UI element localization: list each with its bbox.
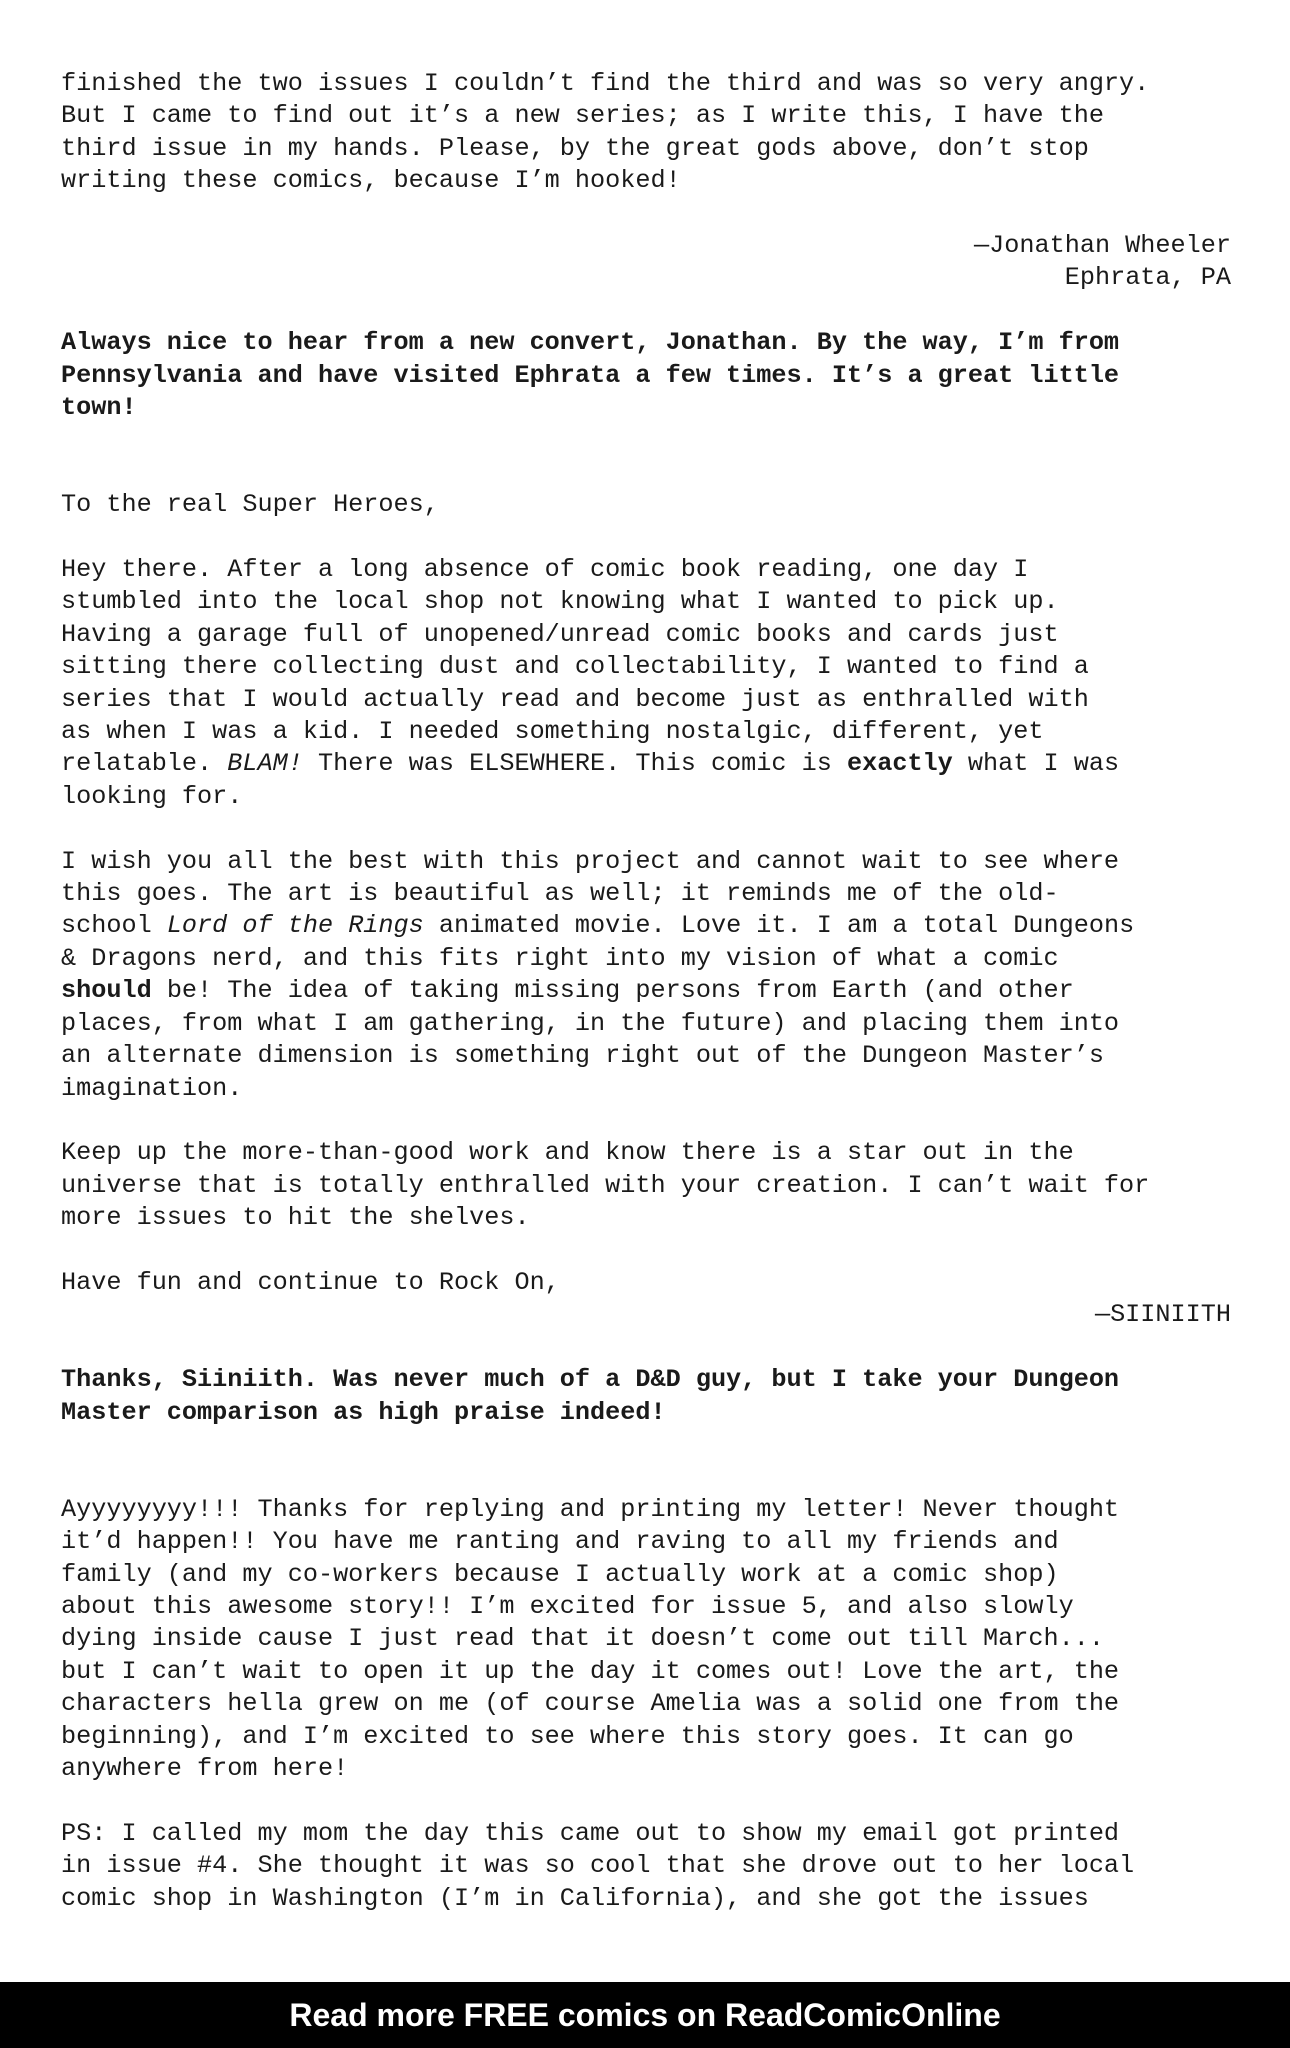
signature-name: —Jonathan Wheeler (974, 231, 1231, 261)
paragraph-text: be! The idea of taking missing persons from Earth (and other places, from what I am gathering, in the future) and placing them into an alternate dimension is something right out of the Dungeon Master’s imagination. (61, 976, 1120, 1103)
promo-banner-text[interactable]: Read more FREE comics on ReadComicOnline (289, 1997, 1001, 2033)
paragraph-text: There was ELSEWHERE. This comic is (302, 749, 847, 779)
letter-siiniith-paragraph-3: Keep up the more-than-good work and know there is a star out in the universe that is totally enthralled with your creation. I can’t wait for more issues to hit the shelves. (61, 1138, 1150, 1233)
letter-three-paragraph-1: Ayyyyyyyy!!! Thanks for replying and printing my letter! Never thought it’d happen!! You have me ranting and raving to all my friends and family (and my co-workers because I actually work at a comic shop) about this awesome story!! I’m excited for issue 5, and also slowly dying inside cause I just read that it doesn’t come out till March... but I can’t wait to open it up the day it comes out! Love the art, the characters hella grew on me (of course Amelia was a solid one from the beginning), and I’m excited to see where this story goes. It can go anywhere from here! (61, 1494, 1120, 1783)
letter-siiniith-signature: —SIINIITH (1094, 1300, 1231, 1330)
paragraph-text: Hey there. After a long absence of comic book reading, one day I stumbled into the local shop not knowing what I wanted to pick up. Having a garage full of unopened/unread comic books and cards just sitting there collecting dust and collectability, I wanted to find a series that I would actually read and become just as enthralled with as when I was a kid. I needed something nostalgic, different, yet relatable. (61, 555, 1089, 779)
editor-reply-jonathan: Always nice to hear from a new convert, Jonathan. By the way, I’m from Pennsylvania and have visited Ephrata a few times. It’s a great little town! (61, 328, 1120, 423)
letter-jonathan-signature (61, 230, 1231, 295)
promo-banner[interactable] (0, 1982, 1290, 2048)
letter-siiniith-paragraph-1 (61, 554, 1231, 813)
letter-siiniith-salutation: To the real Super Heroes, (61, 490, 439, 520)
emphasis-should: should (61, 976, 152, 1006)
signature-location: Ephrata, PA (1064, 263, 1231, 293)
emphasis-lotr-title: Lord of the Rings (166, 911, 424, 941)
letter-three-postscript: PS: I called my mom the day this came out to show my email got printed in issue #4. She thought it was so cool that she drove out to her local comic shop in Washington (I’m in California), and she got the issues (61, 1818, 1135, 1913)
paragraph-text: animated movie. Love it. I am a total Dungeons & Dragons nerd, and this fits right into my vision of what a comic (61, 911, 1135, 973)
editor-reply-siiniith: Thanks, Siiniith. Was never much of a D&D guy, but I take your Dungeon Master comparison as high praise indeed! (61, 1365, 1120, 1427)
letter-siiniith-paragraph-2 (61, 846, 1231, 1105)
letter-jonathan-tail: finished the two issues I couldn’t find the third and was so very angry. But I came to find out it’s a new series; as I write this, I have the third issue in my hands. Please, by the great gods above, don’t stop writing these comics, because I’m hooked! (61, 69, 1150, 196)
letter-siiniith-closing: Have fun and continue to Rock On, (61, 1267, 560, 1297)
letters-column (61, 68, 1231, 1915)
paragraph-text: what I was looking for. (61, 749, 1120, 811)
emphasis-blam: BLAM! (227, 749, 303, 779)
paragraph-text: I wish you all the best with this project and cannot wait to see where this goes. The art is beautiful as well; it reminds me of the old- school (61, 846, 1120, 941)
emphasis-exactly: exactly (846, 749, 953, 779)
